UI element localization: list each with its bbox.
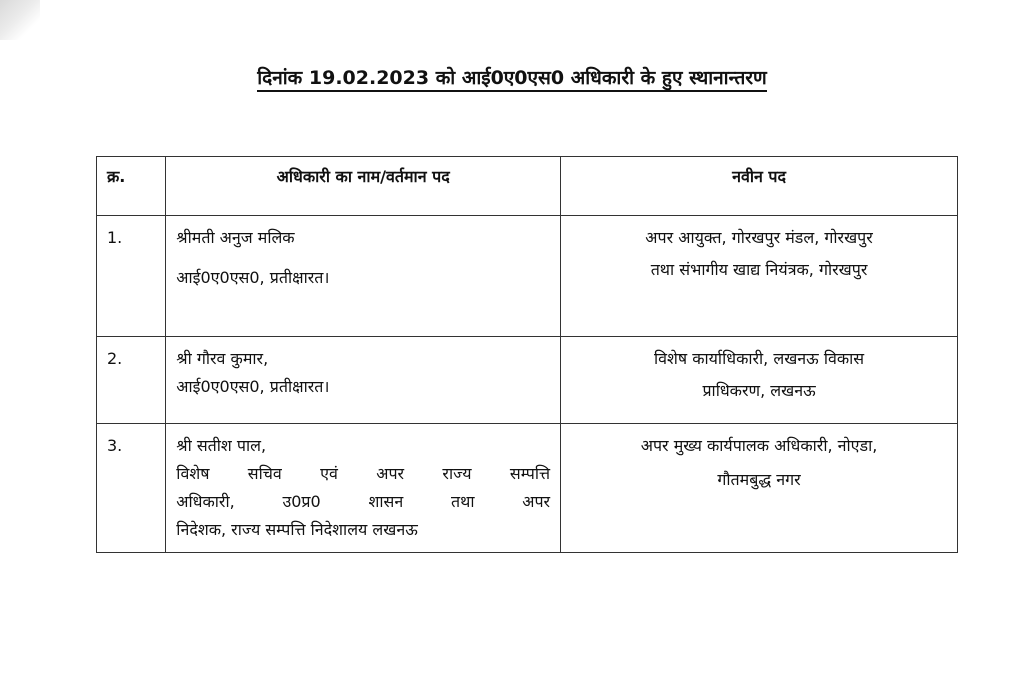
officer-name: श्री गौरव कुमार,: [176, 349, 269, 368]
table-row: [97, 424, 958, 553]
current-post-line: अधिकारी, उ0प्र0 शासन तथा अपर: [176, 492, 551, 511]
row-serial: 3.: [97, 424, 166, 553]
new-post-line: अपर मुख्य कार्यपालक अधिकारी, नोएडा,: [640, 436, 878, 455]
page-title: [0, 64, 1024, 90]
scan-corner-smudge: [0, 0, 40, 40]
new-post-cell: [561, 337, 958, 424]
table-row: [97, 216, 958, 337]
officer-cell: [166, 337, 561, 424]
new-post-line: अपर आयुक्त, गोरखपुर मंडल, गोरखपुर: [645, 228, 873, 247]
officer-cell: [166, 216, 561, 337]
header-serial: क्र.: [97, 157, 166, 216]
new-post-cell: [561, 216, 958, 337]
new-post-line: गौतमबुद्ध नगर: [717, 470, 801, 489]
officer-name: श्री सतीश पाल,: [176, 436, 267, 455]
current-post-line: निदेशक, राज्य सम्पत्ति निदेशालय लखनऊ: [176, 520, 418, 539]
new-post-line: विशेष कार्याधिकारी, लखनऊ विकास: [653, 349, 865, 368]
header-officer: अधिकारी का नाम/वर्तमान पद: [166, 157, 561, 216]
row-serial: 1.: [97, 216, 166, 337]
table-header-row: [97, 157, 958, 216]
officer-cell: [166, 424, 561, 553]
new-post-cell: [561, 424, 958, 553]
officer-name: श्रीमती अनुज मलिक: [176, 228, 295, 247]
new-post-line: प्राधिकरण, लखनऊ: [702, 381, 816, 400]
row-serial: 2.: [97, 337, 166, 424]
header-new-post: नवीन पद: [561, 157, 958, 216]
page-title-text: दिनांक 19.02.2023 को आई0ए0एस0 अधिकारी के हुए स्थानान्तरण: [257, 67, 767, 92]
transfer-table: [96, 156, 958, 553]
current-post: आई0ए0एस0, प्रतीक्षारत।: [176, 268, 330, 287]
new-post-line: तथा संभागीय खाद्य नियंत्रक, गोरखपुर: [650, 260, 868, 279]
current-post: आई0ए0एस0, प्रतीक्षारत।: [176, 377, 330, 396]
table-row: [97, 337, 958, 424]
current-post-line: विशेष सचिव एवं अपर राज्य सम्पत्ति: [176, 464, 551, 483]
